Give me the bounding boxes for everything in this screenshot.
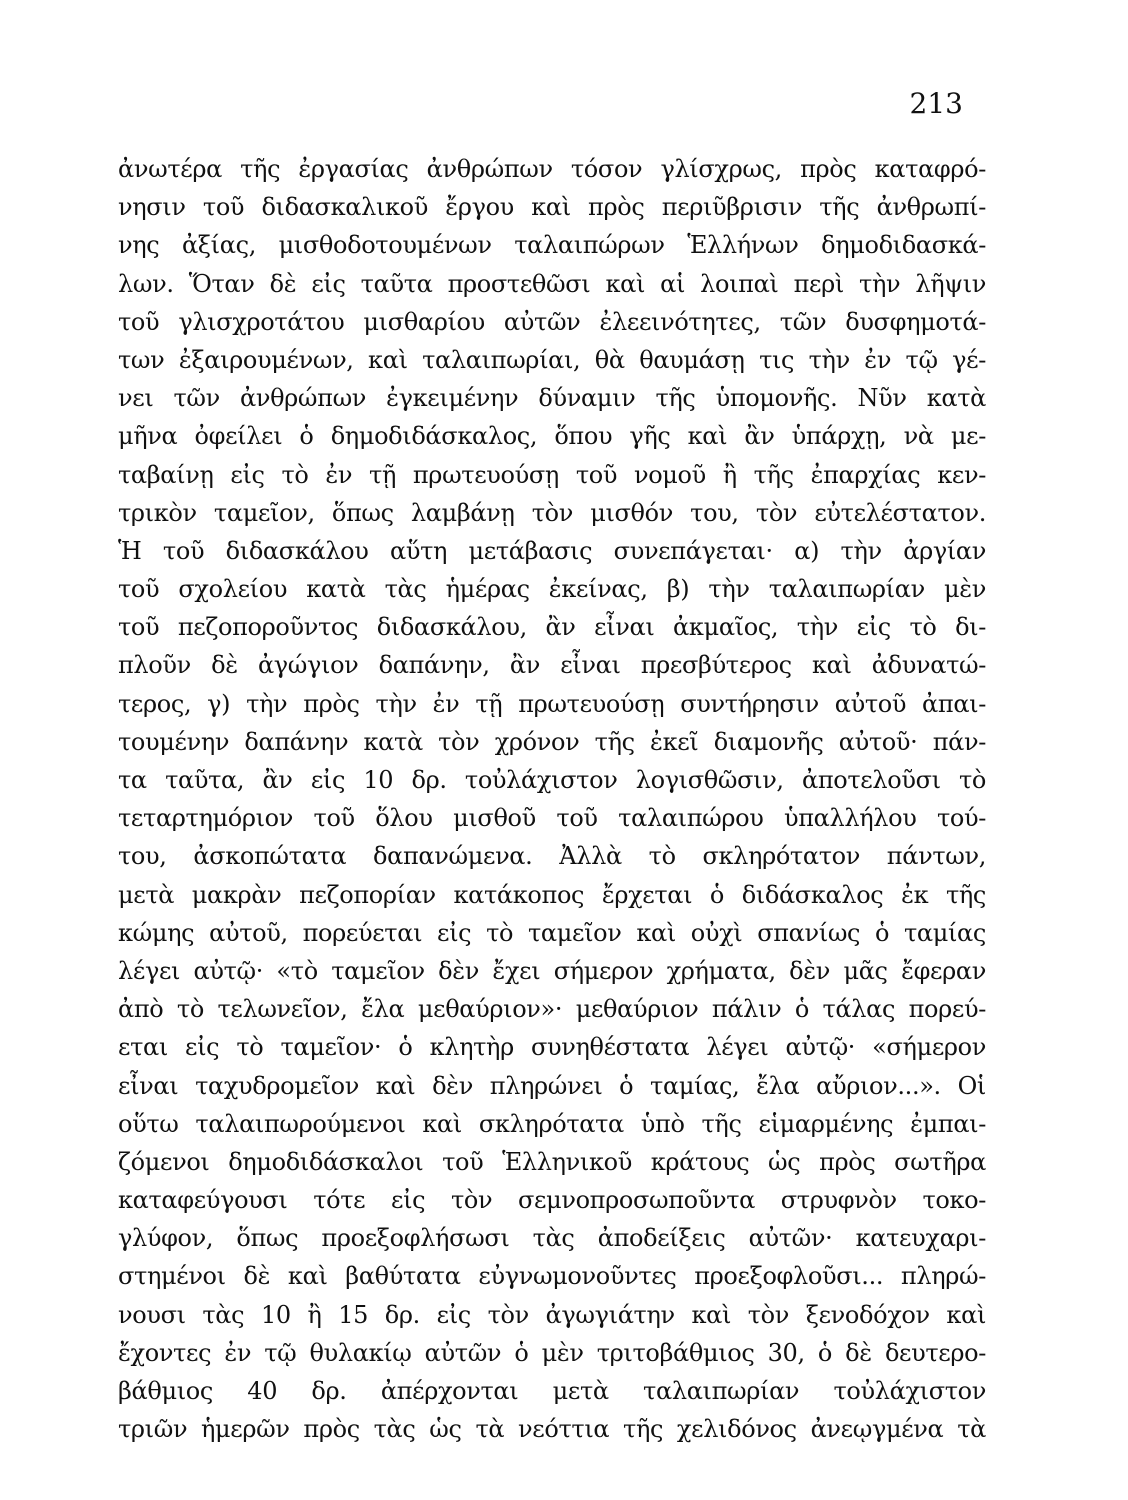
- text-line: νης ἀξίας, μισθοδοτουμένων ταλαιπώρων Ἑλλήνων δημοδιδασκά-: [118, 231, 986, 260]
- text-line: εἶναι ταχυδρομεῖον καὶ δὲν πληρώνει ὁ ταμίας, ἔλα αὔριον...». Οἱ: [118, 1071, 986, 1100]
- text-line: ἀνωτέρα τῆς ἐργασίας ἀνθρώπων τόσον γλίσχρως, πρὸς καταφρό-: [118, 155, 986, 183]
- text-line: καταφεύγουσι τότε εἰς τὸν σεμνοπροσωποῦντα στρυφνὸν τοκο-: [118, 1186, 986, 1215]
- text-line: οὕτω ταλαιπωρούμενοι καὶ σκληρότατα ὑπὸ τῆς εἱμαρμένης ἐμπαι-: [118, 1109, 986, 1138]
- text-line: μετὰ μακρὰν πεζοπορίαν κατάκοπος ἔρχεται ὁ διδάσκαλος ἐκ τῆς: [118, 880, 986, 909]
- text-line: Ἡ τοῦ διδασκάλου αὕτη μετάβασις συνεπάγεται· α) τὴν ἀργίαν: [118, 536, 986, 565]
- text-line: βάθμιος 40 δρ. ἀπέρχονται μετὰ ταλαιπωρίαν τοὐλάχιστον: [118, 1377, 986, 1405]
- text-line: νησιν τοῦ διδασκαλικοῦ ἔργου καὶ πρὸς περιῦβρισιν τῆς ἀνθρωπί-: [118, 193, 986, 222]
- text-line: μῆνα ὀφείλει ὁ δημοδιδάσκαλος, ὅπου γῆς καὶ ἂν ὑπάρχῃ, νὰ με-: [118, 422, 986, 451]
- text-line: ταβαίνῃ εἰς τὸ ἐν τῇ πρωτευούσῃ τοῦ νομοῦ ἢ τῆς ἐπαρχίας κεν-: [118, 460, 986, 489]
- text-line: τοῦ πεζοποροῦντος διδασκάλου, ἂν εἶναι ἀκμαῖος, τὴν εἰς τὸ δι-: [118, 613, 986, 642]
- text-line: ζόμενοι δημοδιδάσκαλοι τοῦ Ἑλληνικοῦ κράτους ὡς πρὸς σωτῆρα: [118, 1147, 986, 1176]
- text-line: τρικὸν ταμεῖον, ὅπως λαμβάνῃ τὸν μισθόν του, τὸν εὐτελέστατον.: [118, 498, 986, 527]
- text-line: του, ἀσκοπώτατα δαπανώμενα. Ἀλλὰ τὸ σκληρότατον πάντων,: [118, 842, 986, 871]
- text-line: κώμης αὐτοῦ, πορεύεται εἰς τὸ ταμεῖον καὶ οὐχὶ σπανίως ὁ ταμίας: [118, 918, 986, 947]
- text-line: νει τῶν ἀνθρώπων ἐγκειμένην δύναμιν τῆς ὑπομονῆς. Νῦν κατὰ: [118, 384, 986, 413]
- text-line: εται εἰς τὸ ταμεῖον· ὁ κλητὴρ συνηθέστατα λέγει αὐτῷ· «σήμερον: [118, 1033, 986, 1062]
- text-line: τα ταῦτα, ἂν εἰς 10 δρ. τοὐλάχιστον λογισθῶσιν, ἀποτελοῦσι τὸ: [118, 766, 986, 794]
- text-line: λων. Ὅταν δὲ εἰς ταῦτα προστεθῶσι καὶ αἱ λοιπαὶ περὶ τὴν λῆψιν: [118, 269, 986, 298]
- text-line: γλύφον, ὅπως προεξοφλήσωσι τὰς ἀποδείξεις αὐτῶν· κατευχαρι-: [118, 1224, 986, 1253]
- text-line: τουμένην δαπάνην κατὰ τὸν χρόνον τῆς ἐκεῖ διαμονῆς αὐτοῦ· πάν-: [118, 727, 986, 756]
- text-line: τοῦ σχολείου κατὰ τὰς ἡμέρας ἐκείνας, β) τὴν ταλαιπωρίαν μὲν: [118, 575, 986, 604]
- text-line: στημένοι δὲ καὶ βαθύτατα εὐγνωμονοῦντες προεξοφλοῦσι... πληρώ-: [118, 1262, 986, 1291]
- body-text: [118, 150, 986, 1448]
- text-line: τριῶν ἡμερῶν πρὸς τὰς ὡς τὰ νεόττια τῆς χελιδόνος ἀνεῳγμένα τὰ: [118, 1415, 986, 1444]
- text-line: λέγει αὐτῷ· «τὸ ταμεῖον δὲν ἔχει σήμερον χρήματα, δὲν μᾶς ἔφεραν: [118, 956, 986, 985]
- text-line: τεταρτημόριον τοῦ ὅλου μισθοῦ τοῦ ταλαιπώρου ὑπαλλήλου τού-: [118, 804, 986, 833]
- text-line: νουσι τὰς 10 ἢ 15 δρ. εἰς τὸν ἀγωγιάτην καὶ τὸν ξενοδόχον καὶ: [118, 1300, 986, 1329]
- text-line: τοῦ γλισχροτάτου μισθαρίου αὐτῶν ἐλεεινότητες, τῶν δυσφημοτά-: [118, 307, 986, 336]
- page-number: 213: [909, 87, 963, 120]
- text-line: των ἐξαιρουμένων, καὶ ταλαιπωρίαι, θὰ θαυμάσῃ τις τὴν ἐν τῷ γέ-: [118, 345, 986, 374]
- text-line: ἔχοντες ἐν τῷ θυλακίῳ αὐτῶν ὁ μὲν τριτοβάθμιος 30, ὁ δὲ δευτερο-: [118, 1338, 986, 1367]
- text-line: πλοῦν δὲ ἀγώγιον δαπάνην, ἂν εἶναι πρεσβύτερος καὶ ἀδυνατώ-: [118, 651, 986, 680]
- text-line: τερος, γ) τὴν πρὸς τὴν ἐν τῇ πρωτευούσῃ συντήρησιν αὐτοῦ ἀπαι-: [118, 689, 986, 718]
- text-line: ἀπὸ τὸ τελωνεῖον, ἔλα μεθαύριον»· μεθαύριον πάλιν ὁ τάλας πορεύ-: [118, 995, 986, 1024]
